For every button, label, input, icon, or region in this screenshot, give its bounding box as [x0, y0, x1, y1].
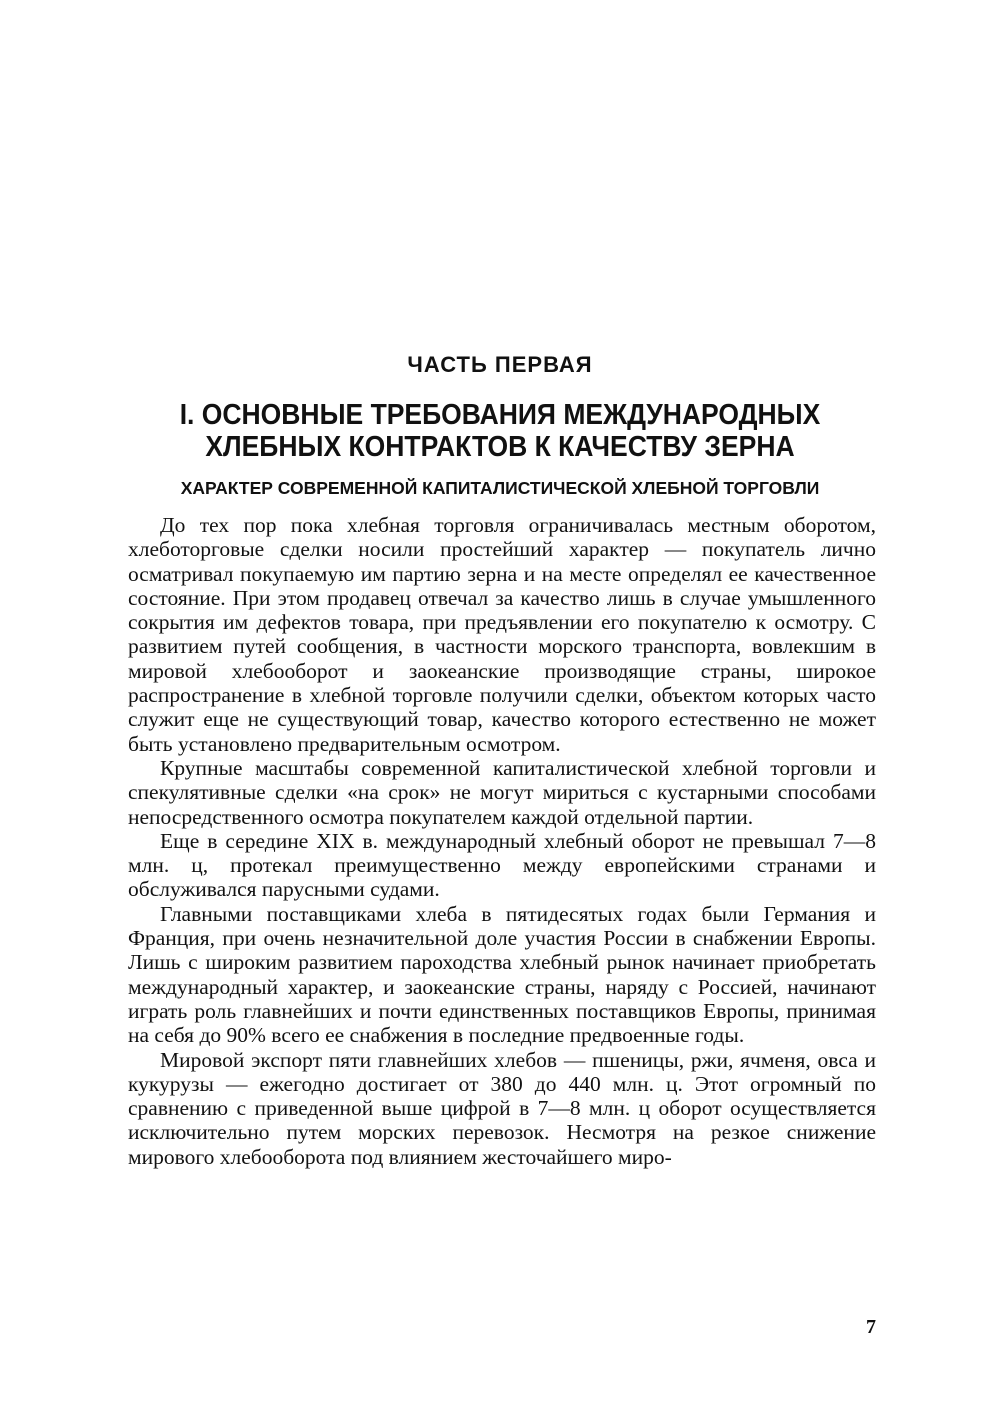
chapter-title-line-1: I. ОСНОВНЫЕ ТРЕБОВАНИЯ МЕЖДУНАРОДНЫХ — [179, 399, 821, 431]
paragraph: Главными поставщиками хлеба в пятидесятых годах были Германия и Франция, при очень незначительной доле участия России в снабжении Европы. Лишь с широким развитием пароходства хлебный рынок начинает приобретать международный характер, и заокеанские страны, наряду с Россией, начинают играть роль главнейших и почти единственных поставщиков Европы, принимая на себя до 90% всего ее снабжения в последние предвоенные годы. — [128, 901, 876, 1048]
page-number: 7 — [866, 1316, 876, 1338]
chapter-title — [147, 399, 854, 463]
body-text — [128, 513, 876, 1169]
paragraph: До тех пор пока хлебная торговля ограничивалась местным оборотом, хлеботорговые сделки носили простейший характер — покупатель лично осматривал покупаемую им партию зерна и на месте определял ее качественное состояние. При этом продавец отвечал за качество лишь в случае умышленного сокрытия им дефектов товара, при предъявлении его покупателю к осмотру. С развитием путей сообщения, в частности морского транспорта, вовлекшим в мировой хлебооборот и заокеанские производящие страны, широкое распространение в хлебной торговле получили сделки, объектом которых часто служит еще не существующий товар, качество которого естественно не может быть установлено предварительным осмотром. — [128, 513, 876, 756]
section-title: ХАРАКТЕР СОВРЕМЕННОЙ КАПИТАЛИСТИЧЕСКОЙ ХЛЕБНОЙ ТОРГОВЛИ — [180, 478, 820, 498]
paragraph: Крупные масштабы современной капиталистической хлебной торговли и спекулятивные сделки «на срок» не могут мириться с кустарными способами непосредственного осмотра покупателем каждой отдельной партии. — [128, 755, 876, 829]
paragraph: Еще в середине XIX в. международный хлебный оборот не превышал 7—8 млн. ц, протекал преимущественно между европейскими странами и обслуживался парусными судами. — [128, 828, 876, 902]
paragraph: Мировой экспорт пяти главнейших хлебов — пшеницы, ржи, ячменя, овса и кукурузы — ежегодно достигает от 380 до 440 млн. ц. Этот огромный по сравнению с приведенной выше цифрой в 7—8 млн. ц оборот осуществляется исключительно путем морских перевозок. Несмотря на резкое снижение мирового хлебооборота под влиянием жесточайшего миро- — [128, 1047, 876, 1169]
chapter-title-line-2: ХЛЕБНЫХ КОНТРАКТОВ К КАЧЕСТВУ ЗЕРНА — [205, 431, 795, 463]
part-title: ЧАСТЬ ПЕРВАЯ — [407, 352, 593, 377]
